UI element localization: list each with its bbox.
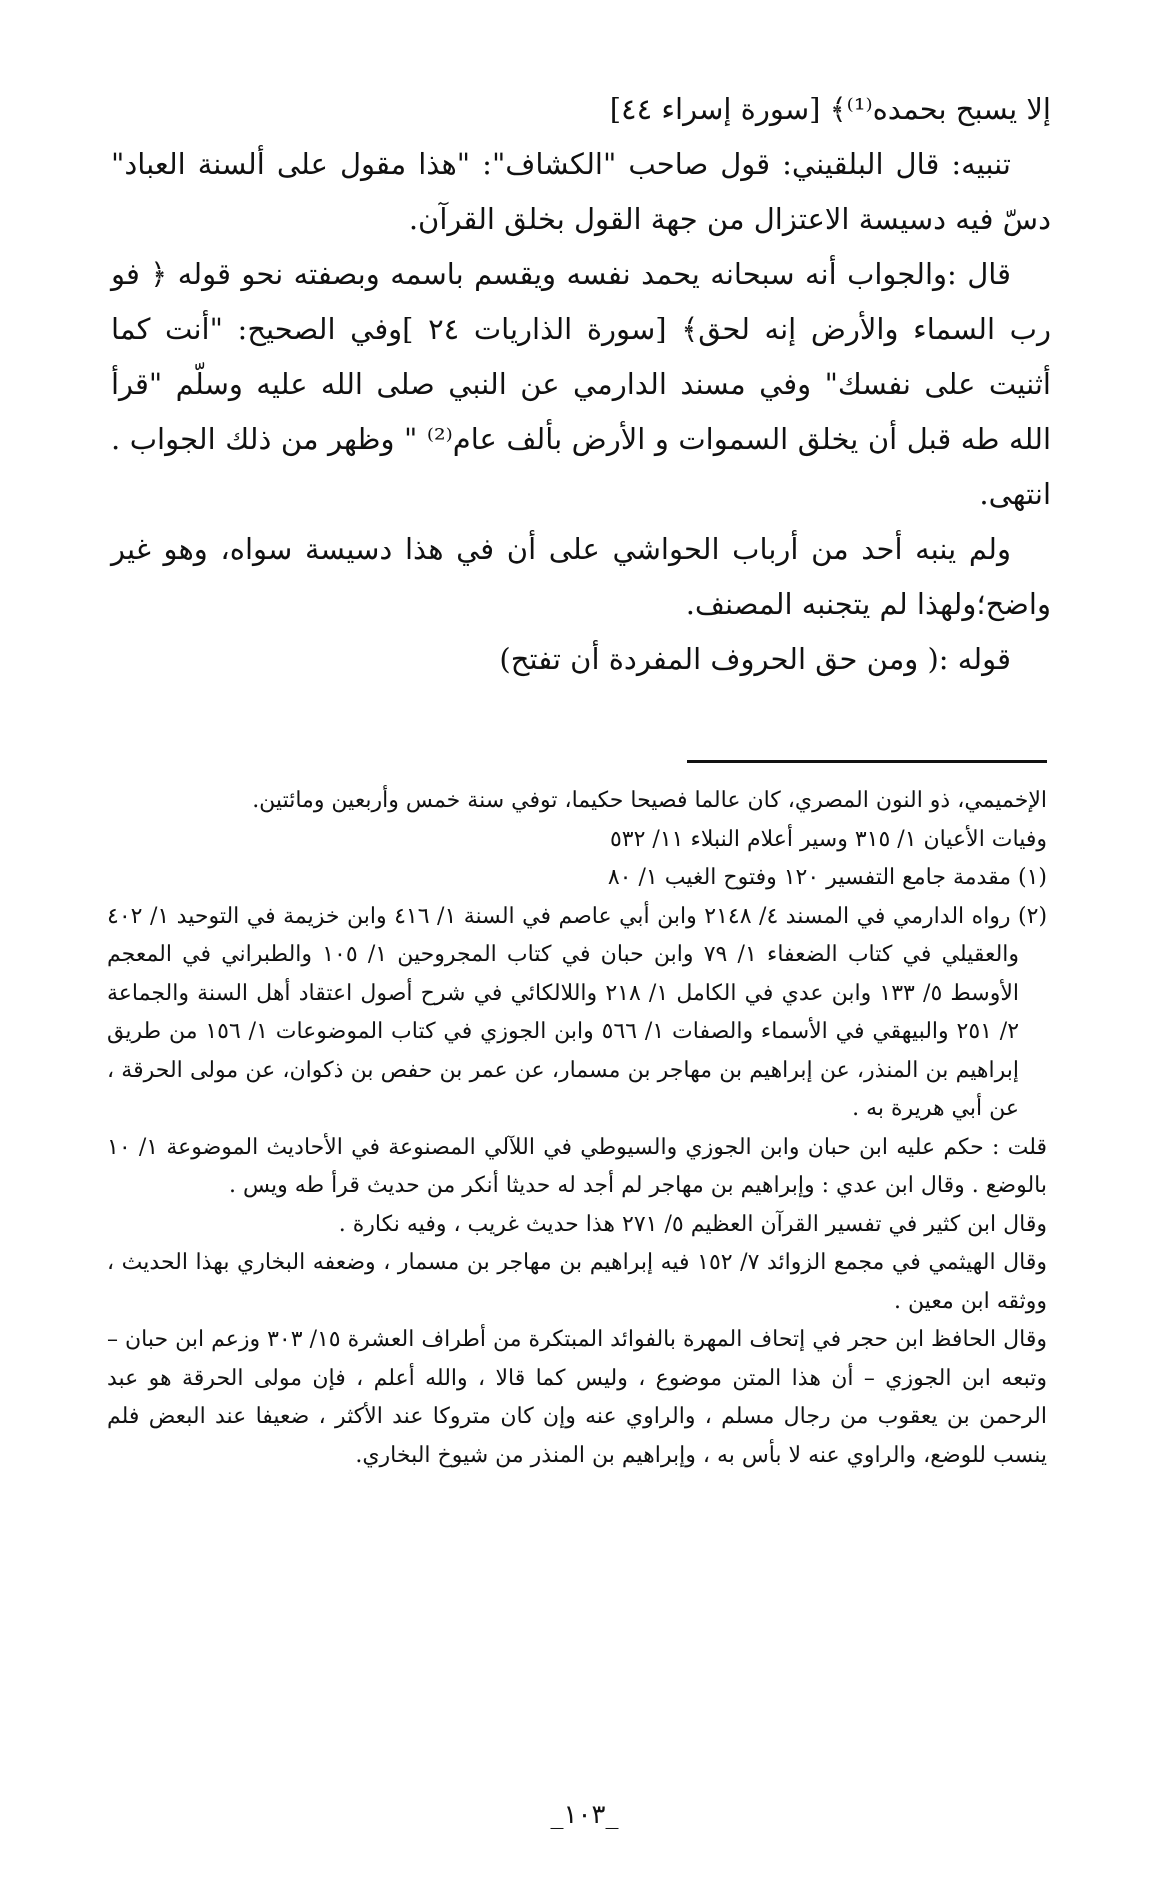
footnote-continuation-line: الإخميمي، ذو النون المصري، كان عالما فصيحا حكيما، توفي سنة خمس وأربعين ومائتين. (252, 788, 1047, 813)
footnote-comment: وقال الهيثمي في مجمع الزوائد ٧/ ١٥٢ فيه إبراهيم بن مهاجر بن مسمار ، وضعفه البخاري بهذا الحديث ، ووثقه ابن معين . (107, 1250, 1048, 1314)
paragraph-notice: تنبيه: قال البلقيني: قول صاحب "الكشاف": "هذا مقول على ألسنة العباد" دسّ فيه دسيسة الاعتزال من جهة القول بخلق القرآن. (111, 147, 1051, 236)
footnote-comment: قلت : حكم عليه ابن حبان وابن الجوزي والسيوطي في اللآلي المصنوعة في الأحاديث الموضوعة ١/ ١٠ بالوضع . وقال ابن عدي : وإبراهيم بن مهاجر لم أجد له حديثا أنكر من حديث قرأ طه ويس . (107, 1134, 1047, 1198)
paragraph-quote: قوله :( ومن حق الحروف المفردة أن تفتح) (499, 642, 1011, 676)
paragraph-verse-end: إلا يسبح بحمده⁽¹⁾﴾ [سورة إسراء ٤٤] (609, 92, 1051, 126)
footnote-1: (١) مقدمة جامع التفسير ١٢٠ وفتوح الغيب ١/ ٨٠ (607, 865, 1047, 890)
page-number: _١٠٣_ (550, 1800, 619, 1830)
paragraph-answer: قال :والجواب أنه سبحانه يحمد نفسه ويقسم باسمه وبصفته نحو قوله ﴿ فو رب السماء والأرض إنه لحق﴾ [سورة الذاريات ٢٤ ]وفي الصحيح: "أنت كما أثنيت على نفسك" وفي مسند الدارمي عن النبي صلى الله عليه وسلّم "قرأ الله طه قبل أن يخلق السموات و الأرض بألف عام⁽²⁾ " وظهر من ذلك الجواب . انتهى. (111, 257, 1051, 511)
footnote-2: (٢) رواه الدارمي في المسند ٤/ ٢١٤٨ وابن أبي عاصم في السنة ١/ ٤١٦ وابن خزيمة في التوحيد ١/ ٤٠٢ والعقيلي في كتاب الضعفاء ١/ ٧٩ وابن حبان في كتاب المجروحين ١/ ١٠٥ والطبراني في المعجم الأوسط ٥/ ١٣٣ وابن عدي في الكامل ١/ ٢١٨ واللالكائي في شرح أصول اعتقاد أهل السنة والجماعة ٢/ ٢٥١ والبيهقي في الأسماء والصفات ١/ ٥٦٦ وابن الجوزي في كتاب الموضوعات ١/ ١٥٦ من طريق إبراهيم بن المنذر، عن إبراهيم بن مهاجر بن مسمار، عن عمر بن حفص بن ذكوان، عن مولى الحرقة ، عن أبي هريرة به . (107, 903, 1048, 1121)
paragraph-remark: ولم ينبه أحد من أرباب الحواشي على أن في هذا دسيسة سواه، وهو غير واضح؛ولهذا لم يتجنبه المصنف. (111, 532, 1051, 621)
main-text (111, 82, 1051, 687)
footnote-comment: وقال ابن كثير في تفسير القرآن العظيم ٥/ ٢٧١ هذا حديث غريب ، وفيه نكارة . (338, 1211, 1047, 1237)
footnote-divider (687, 760, 1047, 763)
footnote-continuation-line: وفيات الأعيان ١/ ٣١٥ وسير أعلام النبلاء ١١/ ٥٣٢ (609, 826, 1047, 852)
footnotes (107, 782, 1047, 1475)
footnote-comment: وقال الحافظ ابن حجر في إتحاف المهرة بالفوائد المبتكرة من أطراف العشرة ١٥/ ٣٠٣ وزعم ابن حبان – وتبعه ابن الجوزي – أن هذا المتن موضوع ، وليس كما قالا ، والله أعلم ، فإن مولى الحرقة هو عبد الرحمن بن يعقوب من رجال مسلم ، والراوي عنه وإن كان متروكا عند الأكثر ، ضعيفا عند البعض فلم ينسب للوضع، والراوي عنه لا بأس به ، وإبراهيم بن المنذر من شيوخ البخاري. (107, 1327, 1048, 1468)
